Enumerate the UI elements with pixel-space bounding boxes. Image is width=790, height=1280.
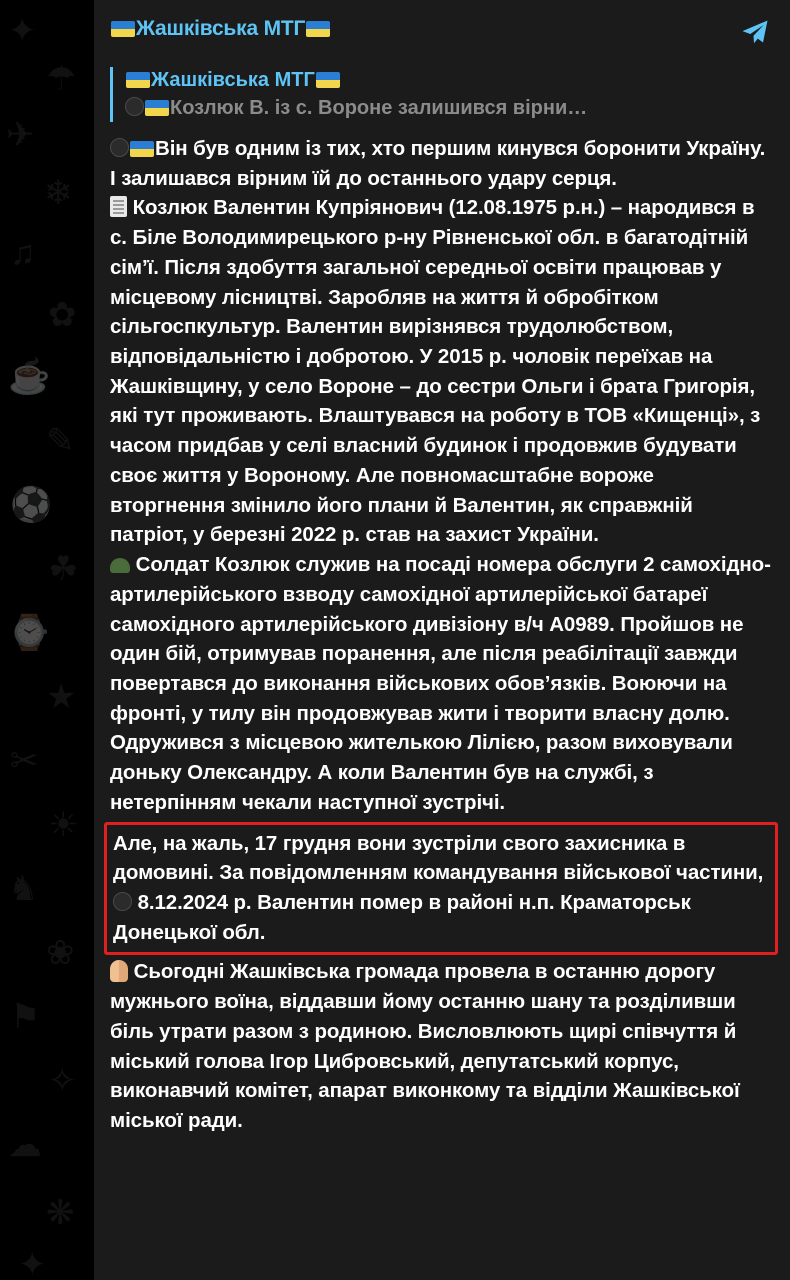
reply-quote-preview bbox=[125, 95, 772, 122]
doodle-icon: ✂ bbox=[10, 742, 39, 780]
message-header bbox=[110, 16, 772, 53]
doodle-icon: ♞ bbox=[8, 870, 39, 908]
doodle-icon: ✿ bbox=[48, 296, 77, 334]
doodle-icon: ❀ bbox=[46, 934, 75, 972]
page-document-emoji-icon bbox=[110, 196, 127, 217]
highlighted-paragraph bbox=[104, 822, 778, 956]
black-circle-emoji-icon bbox=[125, 97, 144, 116]
telegram-send-icon[interactable] bbox=[738, 18, 772, 53]
reply-title-text: Жашківська МТГ bbox=[151, 69, 315, 91]
black-circle-emoji-icon bbox=[110, 138, 129, 157]
doodle-icon: ❄ bbox=[44, 174, 73, 212]
ukraine-flag-icon bbox=[145, 100, 169, 116]
highlight-text-after: 8.12.2024 р. Валентин помер в районі н.п. Краматорськ Донецької обл. bbox=[113, 890, 691, 944]
paragraph-text: Він був одним із тих, хто першим кинувся боронити Україну. І залишався вірним їй до останнього удару серця. bbox=[110, 137, 766, 190]
doodle-icon: ☀ bbox=[48, 806, 79, 844]
doodle-icon: ☁ bbox=[8, 1126, 42, 1164]
paragraph-text: Солдат Козлюк служив на посаді номера обслуги 2 самохідно-артилерійського взводу самохідної артилерійської батареї самохідного артилерійського дивізіону в/ч А0989. Пройшов не один бій, отримував поранення, але після реабілітації завжди повертався до виконання військових обов’язків. Воюючи на фронті, у тилу він продовжував жити і творити власну долю. Одружився з місцевою жителькою Лілією, разом виховували доньку Олександру. А коли Валентин був на службі, з нетерпінням чекали наступної зустрічі. bbox=[110, 553, 771, 814]
paragraph-text: Сьогодні Жашківська громада провела в останню дорогу мужнього воїна, віддавши йому останню шану та розділивши біль утрати разом з родиною. Висловлюють щирі співчуття й міський голова Ігор Цибровський, депутатський корпус, виконавчий комітет, апарат виконкому та відділи Жашківської міської ради. bbox=[110, 960, 740, 1132]
doodle-icon: ✦ bbox=[8, 12, 37, 50]
doodle-icon: ⌚ bbox=[8, 614, 51, 652]
doodle-icon: ✈ bbox=[6, 116, 35, 154]
message-paragraph bbox=[110, 957, 772, 1135]
doodle-icon: ♫ bbox=[10, 234, 36, 272]
doodle-icon: ★ bbox=[46, 678, 77, 716]
ukraine-flag-icon bbox=[111, 21, 135, 37]
message-bubble[interactable] bbox=[94, 0, 790, 1280]
reply-preview-text: Козлюк В. із с. Вороне залишився вірни… bbox=[170, 97, 588, 119]
message-paragraph bbox=[110, 134, 772, 193]
doodle-icon: ☘ bbox=[48, 550, 79, 588]
channel-title-text: Жашківська МТГ bbox=[136, 17, 306, 40]
doodle-icon: ☂ bbox=[46, 60, 77, 98]
black-circle-emoji-icon bbox=[113, 892, 132, 911]
doodle-icon: ✎ bbox=[46, 422, 75, 460]
ukraine-flag-icon bbox=[316, 72, 340, 88]
doodle-icon: ⚽ bbox=[10, 486, 53, 524]
reply-quote[interactable] bbox=[110, 67, 772, 122]
doodle-icon: ❋ bbox=[46, 1194, 75, 1232]
doodle-icon: ☕ bbox=[8, 358, 51, 396]
ukraine-flag-icon bbox=[130, 141, 154, 157]
message-paragraph bbox=[110, 550, 772, 817]
paragraph-text: Козлюк Валентин Купріянович (12.08.1975 р.н.) – народився в с. Біле Володимирецького р-ну Рівненської обл. в багатодітній сім’ї. Після здобуття загальної середньої освіти працював у місцевому лісництві. Заробляв на життя й обробітком сільгоспкультур. Валентин вирізнявся трудолюбством, відповідальністю і добротою. У 2015 р. чоловік переїхав на Жашківщину, у село Вороне – до сестри Ольги і брата Григорія, які тут проживають. Влаштувався на роботу в ТОВ «Кищенці», з часом придбав у селі власний будинок і продовжив будувати своє життя у Вороному. Але повномасштабне вороже вторгнення змінило його плани й Валентин, як справжній патріот, у березні 2022 р. став на захист України. bbox=[110, 196, 761, 547]
ukraine-flag-icon bbox=[126, 72, 150, 88]
message-paragraph bbox=[110, 193, 772, 550]
folded-hands-emoji-icon bbox=[110, 960, 128, 982]
doodle-icon: ✧ bbox=[48, 1062, 77, 1100]
doodle-icon: ✦ bbox=[18, 1246, 47, 1280]
highlight-text-before: Але, на жаль, 17 грудня вони зустріли свого захисника в домовині. За повідомленням командування військової частини, bbox=[113, 831, 764, 885]
doodle-icon: ⚑ bbox=[10, 998, 41, 1036]
channel-title[interactable] bbox=[110, 16, 331, 42]
message-body bbox=[110, 134, 772, 1136]
reply-quote-title bbox=[125, 67, 772, 93]
ukraine-flag-icon bbox=[306, 21, 330, 37]
military-helmet-emoji-icon bbox=[110, 558, 130, 573]
